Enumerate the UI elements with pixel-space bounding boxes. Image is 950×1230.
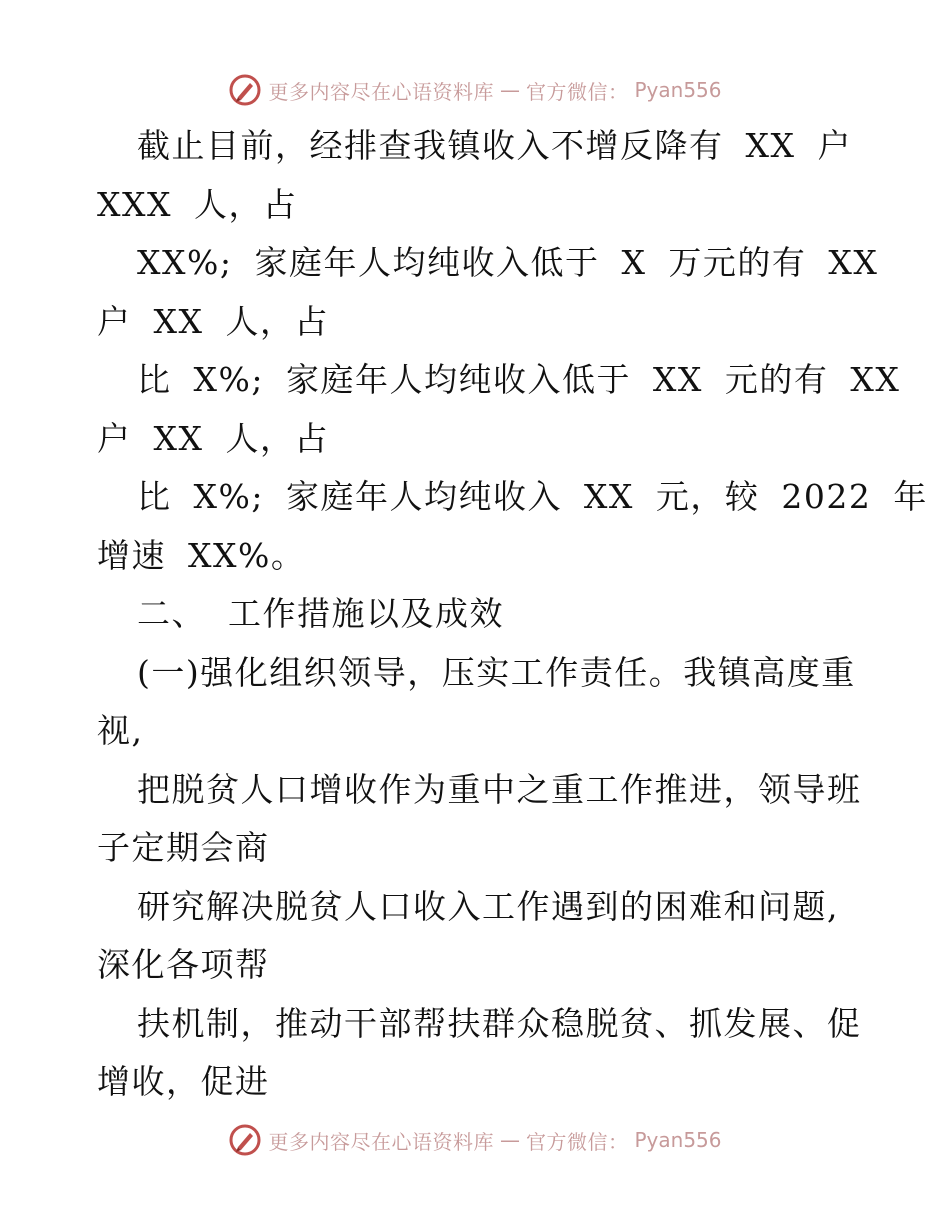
watermark-separator: — [499,1128,520,1152]
watermark-separator: — [499,78,520,102]
body-line: 扶机制，推动干部帮扶群众稳脱贫、抓发展、促 [137,1003,862,1043]
body-line: 比 X%; 家庭年人均纯收入 XX 元，较 2022 年 [137,477,928,516]
watermark-label: 官方微信： [525,79,629,104]
body-line: XX%; 家庭年人均纯收入低于 X 万元的有 XX [137,243,879,282]
watermark-text: 更多内容尽在心语资料库 [268,79,494,104]
document-body [97,117,928,1112]
section-heading: 二、 工作措施以及成效 [137,594,504,633]
watermark-label: 官方微信： [525,1129,629,1154]
body-line: (一)强化组织领导，压实工作责任。我镇高度重 [137,652,856,692]
body-line: 深化各项帮 [97,945,270,984]
watermark-wechat-id: Pyan556 [634,78,722,102]
body-line: 户 XX 人，占 [97,301,329,341]
watermark-wechat-id: Pyan556 [634,1128,722,1152]
pen-logo-icon [228,1123,262,1157]
watermark-header [0,70,950,110]
body-line: 子定期会商 [97,828,270,867]
watermark-text: 更多内容尽在心语资料库 [268,1129,494,1154]
body-line: 户 XX 人，占 [97,418,329,458]
body-line: 研究解决脱贫人口收入工作遇到的困难和问题, [137,886,839,926]
body-line: 截止目前，经排查我镇收入不增反降有 XX 户 [137,126,852,165]
body-line: 比 X%; 家庭年人均纯收入低于 XX 元的有 XX [137,360,901,399]
body-line: 视, [97,711,144,750]
body-line: 增收，促进 [97,1062,270,1101]
body-line: 增速 XX%。 [97,535,306,575]
body-line: 把脱贫人口增收作为重中之重工作推进，领导班 [137,769,862,809]
pen-logo-icon [228,73,262,107]
watermark-footer [0,1120,950,1160]
body-line: XXX 人，占 [97,184,298,224]
